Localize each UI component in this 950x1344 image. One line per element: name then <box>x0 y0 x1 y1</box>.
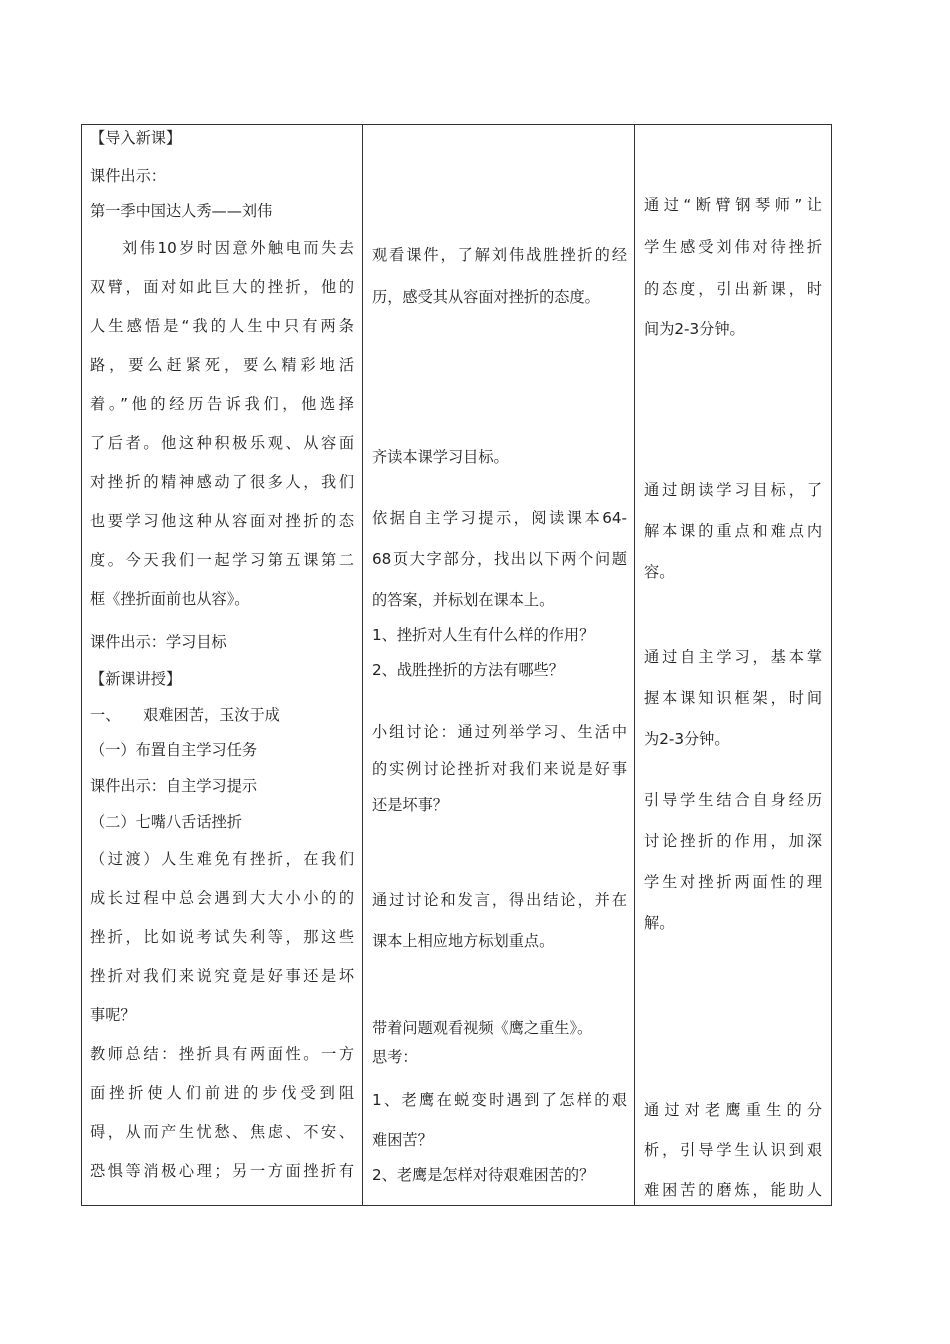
column-divider <box>362 125 363 1205</box>
text-line: 挫折对我们来说究竟是好事还是坏 <box>90 967 354 985</box>
text-line: （一）布置自主学习任务 <box>90 741 258 759</box>
text-line: 人生感悟是“我的人生中只有两条 <box>90 317 354 335</box>
text-line: 成长过程中总会遇到大大小小的的 <box>90 889 354 907</box>
text-line: 事呢？ <box>90 1006 136 1024</box>
text-line: 解本课的重点和难点内 <box>644 522 822 540</box>
text-line: 恐惧等消极心理；另一方面挫折有 <box>90 1162 354 1180</box>
text-line: 引导学生结合自身经历 <box>644 791 822 809</box>
text-line: 双臂，面对如此巨大的挫折，他的 <box>90 278 354 296</box>
list-item: 1、挫折对人生有什么样的作用？ <box>372 626 595 644</box>
text-line: 通过“断臂钢琴师”让 <box>644 196 822 214</box>
text-line: 依据自主学习提示，阅读课本64- <box>372 509 627 527</box>
column-divider <box>634 125 635 1205</box>
text-line: （二）七嘴八舌话挫折 <box>90 813 242 831</box>
text-line: 容。 <box>644 563 675 581</box>
text-line: 的答案，并标划在课本上。 <box>372 591 555 609</box>
text-line: 小组讨论：通过列举学习、生活中 <box>372 723 627 741</box>
text-line: 面挫折使人们前进的步伐受到阻 <box>90 1084 354 1102</box>
text-line: 通过对老鹰重生的分 <box>644 1101 822 1119</box>
text-line: 通过自主学习，基本掌 <box>644 648 822 666</box>
text-line: 刘伟10岁时因意外触电而失去 <box>122 239 354 257</box>
text-line: 课件出示：学习目标 <box>90 633 227 651</box>
text-line: （过渡）人生难免有挫折，在我们 <box>90 850 354 868</box>
text-line: 68页大字部分，找出以下两个问题 <box>372 550 627 568</box>
text-line: 难困苦的磨炼，能助人 <box>644 1181 822 1199</box>
section-heading: 【导入新课】 <box>90 129 182 147</box>
text-line: 齐读本课学习目标。 <box>372 448 509 466</box>
text-line: 路，要么赶紧死，要么精彩地活 <box>90 356 354 374</box>
text-line: 还是坏事？ <box>372 796 448 814</box>
section-heading: 【新课讲授】 <box>90 670 182 688</box>
text-line: 带着问题观看视频《鹰之重生》。 <box>372 1019 593 1037</box>
text-line: 学生感受刘伟对待挫折 <box>644 238 822 256</box>
text-line: 析，引导学生认识到艰 <box>644 1141 822 1159</box>
list-item: 2、老鹰是怎样对待艰难困苦的？ <box>372 1166 595 1184</box>
text-line: 碍，从而产生忧愁、焦虑、不安、 <box>90 1123 354 1141</box>
text-line: 学生对挫折两面性的理 <box>644 873 822 891</box>
text-line: 着。”他的经历告诉我们，他选择 <box>90 395 354 413</box>
subsection-heading: 一、 艰难困苦，玉汝于成 <box>90 706 280 724</box>
text-line: 的实例讨论挫折对我们来说是好事 <box>372 760 627 778</box>
text-line: 课件出示： <box>90 167 166 185</box>
text-line: 第一季中国达人秀——刘伟 <box>90 202 273 220</box>
text-line: 间为2-3分钟。 <box>644 320 745 338</box>
list-item: 难困苦？ <box>372 1131 433 1149</box>
list-item: 1、老鹰在蜕变时遇到了怎样的艰 <box>372 1091 627 1109</box>
text-line: 解。 <box>644 914 675 932</box>
text-line: 对挫折的精神感动了很多人，我们 <box>90 473 354 491</box>
text-line: 握本课知识框架，时间 <box>644 689 822 707</box>
text-line: 度。今天我们一起学习第五课第二 <box>90 551 354 569</box>
text-line: 课本上相应地方标划重点。 <box>372 932 555 950</box>
text-line: 课件出示：自主学习提示 <box>90 777 258 795</box>
design-intent-column <box>636 125 831 1205</box>
text-line: 思考： <box>372 1048 418 1066</box>
list-item: 2、战胜挫折的方法有哪些？ <box>372 661 564 679</box>
text-line: 框《挫折面前也从容》。 <box>90 590 250 608</box>
text-line: 了后者。他这种积极乐观、从容面 <box>90 434 354 452</box>
student-activity-column <box>364 125 634 1205</box>
lesson-plan-table <box>81 124 832 1206</box>
text-line: 通过讨论和发言，得出结论，并在 <box>372 891 627 909</box>
text-line: 教师总结：挫折具有两面性。一方 <box>90 1045 354 1063</box>
teaching-process-column <box>82 125 362 1205</box>
text-line: 讨论挫折的作用，加深 <box>644 832 822 850</box>
text-line: 的态度，引出新课，时 <box>644 280 822 298</box>
text-line: 观看课件，了解刘伟战胜挫折的经 <box>372 246 627 264</box>
text-line: 通过朗读学习目标，了 <box>644 481 822 499</box>
text-line: 为2-3分钟。 <box>644 730 730 748</box>
text-line: 挫折，比如说考试失利等，那这些 <box>90 928 354 946</box>
text-line: 历，感受其从容面对挫折的态度。 <box>372 288 600 306</box>
text-line: 也要学习他这种从容面对挫折的态 <box>90 512 354 530</box>
